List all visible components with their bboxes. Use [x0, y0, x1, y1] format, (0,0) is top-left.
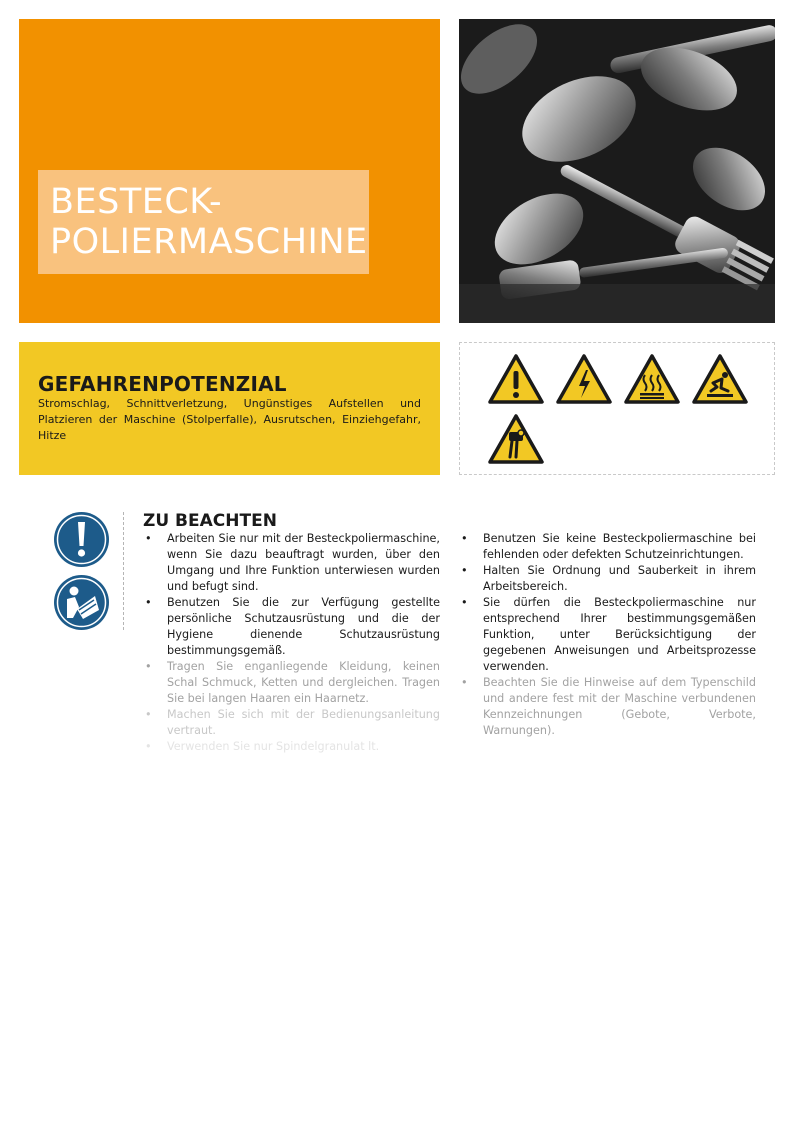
notes-right-column	[459, 531, 756, 753]
warning-signs-panel	[459, 342, 775, 475]
page-title-line-2: POLIERMASCHINE	[50, 222, 368, 262]
list-item: • Tragen Sie enganliegende Kleidung, keinen Schal Schmuck, Ketten und dergleichen. Tragen Sie bei langen Haaren ein Haarnetz.	[143, 659, 440, 707]
notes-left-column	[143, 531, 440, 753]
hot-surface-icon	[623, 353, 681, 405]
cutlery-illustration	[459, 19, 775, 323]
trip-hazard-icon	[691, 353, 749, 405]
hand-entanglement-icon	[487, 413, 545, 465]
hazard-title: GEFAHRENPOTENZIAL	[38, 372, 287, 396]
list-item: • Sie dürfen die Besteckpoliermaschine nur entsprechend Ihrer bestimmungsgemäßen Funktion, unter Berücksichtigung der gegebenen Anweisungen und Arbeitsprozesse verwenden.	[459, 595, 756, 675]
list-item: • Halten Sie Ordnung und Sauberkeit in ihrem Arbeitsbereich.	[459, 563, 756, 595]
hazard-panel	[19, 342, 440, 475]
hazard-description: Stromschlag, Schnittverletzung, Ungünstiges Aufstellen und Platzieren der Maschine (Stolperfalle), Ausrutschen, Einziehgefahr, Hitze	[38, 397, 421, 442]
read-manual-icon	[53, 574, 110, 631]
list-item: • Benutzen Sie die zur Verfügung gestellte persönliche Schutzausrüstung und die der Hygiene dienende Schutzausrüstung bestimmungsgemäß.	[143, 595, 440, 659]
notes-divider	[123, 512, 124, 630]
list-item: • Arbeiten Sie nur mit der Besteckpoliermaschine, wenn Sie dazu beauftragt wurden, über den Umgang und Ihre Funktion unterwiesen wurden und befugt sind.	[143, 531, 440, 595]
mandatory-exclamation-icon	[53, 511, 110, 568]
list-item: • Machen Sie sich mit der Bedienungsanleitung vertraut.	[143, 707, 440, 739]
list-item: • Benutzen Sie keine Besteckpoliermaschine bei fehlenden oder defekten Schutzeinrichtungen.	[459, 531, 756, 563]
general-warning-icon	[487, 353, 545, 405]
list-item: • Verwenden Sie nur Spindelgranulat lt.	[143, 739, 440, 753]
title-box	[38, 170, 369, 274]
notes-title: ZU BEACHTEN	[143, 511, 277, 531]
cutlery-photo	[459, 19, 775, 323]
list-item: • Beachten Sie die Hinweise auf dem Typenschild und andere fest mit der Maschine verbundenen Kennzeichnungen (Gebote, Verbote, Warnungen).	[459, 675, 756, 739]
title-panel	[19, 19, 440, 323]
page-title-line-1: BESTECK-	[50, 182, 223, 222]
electrical-hazard-icon	[555, 353, 613, 405]
